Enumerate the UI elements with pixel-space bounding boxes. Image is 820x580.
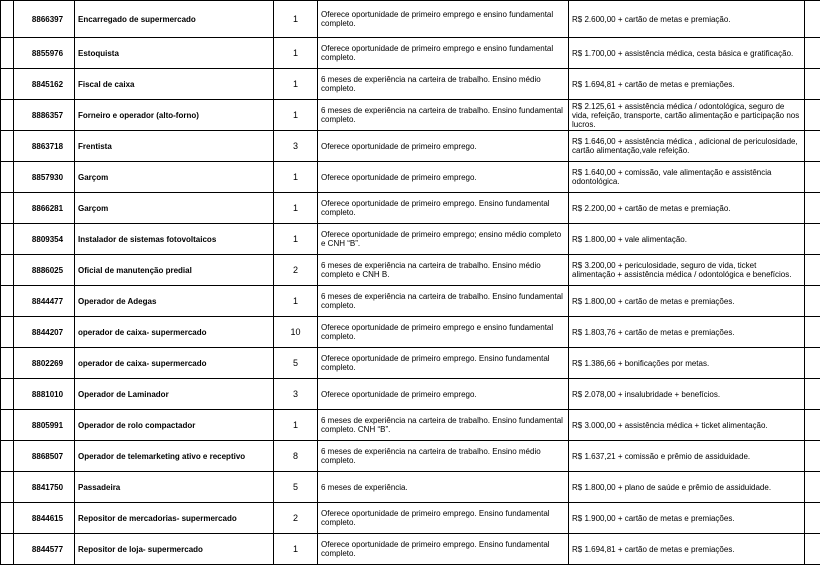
table-row [1,441,820,472]
job-title: Operador de Adegas [75,286,274,317]
row-margin-cell [1,534,14,565]
job-title: Estoquista [75,38,274,69]
job-title: Passadeira [75,472,274,503]
job-benefits: R$ 1.900,00 + cartão de metas e premiações. [569,503,805,534]
job-benefits: R$ 1.646,00 + assistência médica , adicional de periculosidade, cartão alimentação,vale refeição. [569,131,805,162]
row-margin-cell [1,286,14,317]
job-code: 8845162 [14,69,75,100]
table-row [1,379,820,410]
job-requirements: Oferece oportunidade de primeiro emprego. [318,162,569,193]
job-requirements: Oferece oportunidade de primeiro emprego. Ensino fundamental completo. [318,503,569,534]
job-openings: 1 [274,38,318,69]
table-body [1,1,820,565]
job-requirements: 6 meses de experiência na carteira de trabalho. Ensino médio completo. [318,69,569,100]
row-gutter-cell [805,38,820,69]
job-benefits: R$ 1.800,00 + vale alimentação. [569,224,805,255]
row-margin-cell [1,348,14,379]
row-gutter-cell [805,410,820,441]
row-gutter-cell [805,348,820,379]
job-code: 8844477 [14,286,75,317]
job-benefits: R$ 1.694,81 + cartão de metas e premiações. [569,534,805,565]
table-row [1,69,820,100]
row-margin-cell [1,162,14,193]
row-margin-cell [1,131,14,162]
job-openings: 5 [274,348,318,379]
job-benefits: R$ 1.803,76 + cartão de metas e premiações. [569,317,805,348]
job-code: 8863718 [14,131,75,162]
row-gutter-cell [805,1,820,38]
table-row [1,317,820,348]
job-code: 8866397 [14,1,75,38]
job-requirements: Oferece oportunidade de primeiro emprego. Ensino fundamental completo. [318,348,569,379]
row-margin-cell [1,379,14,410]
job-openings: 3 [274,379,318,410]
job-benefits: R$ 2.600,00 + cartão de metas e premiação. [569,1,805,38]
job-title: Garçom [75,193,274,224]
job-code: 8841750 [14,472,75,503]
job-openings: 1 [274,193,318,224]
table-row [1,534,820,565]
job-code: 8857930 [14,162,75,193]
row-margin-cell [1,38,14,69]
row-margin-cell [1,224,14,255]
job-requirements: 6 meses de experiência na carteira de trabalho. Ensino fundamental completo. CNH “B”. [318,410,569,441]
job-requirements: Oferece oportunidade de primeiro emprego. [318,379,569,410]
job-title: Oficial de manutenção predial [75,255,274,286]
job-code: 8868507 [14,441,75,472]
job-code: 8866281 [14,193,75,224]
table-row [1,224,820,255]
row-gutter-cell [805,193,820,224]
job-openings: 3 [274,131,318,162]
job-title: Fiscal de caixa [75,69,274,100]
job-openings: 1 [274,410,318,441]
job-title: Operador de Laminador [75,379,274,410]
job-openings: 1 [274,286,318,317]
job-requirements: Oferece oportunidade de primeiro emprego; ensino médio completo e CNH “B”. [318,224,569,255]
job-benefits: R$ 1.386,66 + bonificações por metas. [569,348,805,379]
job-code: 8844577 [14,534,75,565]
row-gutter-cell [805,224,820,255]
job-title: Repositor de mercadorias- supermercado [75,503,274,534]
job-openings: 2 [274,503,318,534]
row-gutter-cell [805,379,820,410]
job-title: Frentista [75,131,274,162]
row-margin-cell [1,503,14,534]
row-margin-cell [1,255,14,286]
row-margin-cell [1,69,14,100]
job-code: 8844615 [14,503,75,534]
job-requirements: Oferece oportunidade de primeiro emprego. Ensino fundamental completo. [318,193,569,224]
job-code: 8886025 [14,255,75,286]
job-benefits: R$ 1.637,21 + comissão e prêmio de assiduidade. [569,441,805,472]
row-gutter-cell [805,534,820,565]
job-openings: 5 [274,472,318,503]
table-row [1,38,820,69]
job-code: 8809354 [14,224,75,255]
job-requirements: Oferece oportunidade de primeiro emprego. Ensino fundamental completo. [318,534,569,565]
job-code: 8881010 [14,379,75,410]
job-title: Encarregado de supermercado [75,1,274,38]
table-row [1,472,820,503]
job-benefits: R$ 1.700,00 + assistência médica, cesta básica e gratificação. [569,38,805,69]
job-openings: 1 [274,534,318,565]
row-margin-cell [1,472,14,503]
job-benefits: R$ 1.694,81 + cartão de metas e premiações. [569,69,805,100]
row-gutter-cell [805,441,820,472]
job-title: operador de caixa- supermercado [75,317,274,348]
job-benefits: R$ 2.078,00 + insalubridade + benefícios. [569,379,805,410]
job-openings: 2 [274,255,318,286]
job-openings: 8 [274,441,318,472]
job-code: 8805991 [14,410,75,441]
job-code: 8855976 [14,38,75,69]
row-gutter-cell [805,100,820,131]
row-gutter-cell [805,503,820,534]
table-row [1,410,820,441]
row-margin-cell [1,441,14,472]
job-requirements: 6 meses de experiência na carteira de trabalho. Ensino fundamental completo. [318,100,569,131]
job-openings: 1 [274,69,318,100]
job-title: operador de caixa- supermercado [75,348,274,379]
table-row [1,255,820,286]
job-code: 8802269 [14,348,75,379]
table-row [1,1,820,38]
row-gutter-cell [805,286,820,317]
job-code: 8844207 [14,317,75,348]
table-row [1,162,820,193]
job-benefits: R$ 1.640,00 + comissão, vale alimentação e assistência odontológica. [569,162,805,193]
row-gutter-cell [805,69,820,100]
job-openings: 1 [274,224,318,255]
job-benefits: R$ 1.800,00 + cartão de metas e premiações. [569,286,805,317]
job-title: Repositor de loja- supermercado [75,534,274,565]
row-margin-cell [1,317,14,348]
job-openings: 1 [274,162,318,193]
row-margin-cell [1,100,14,131]
job-title: Operador de telemarketing ativo e receptivo [75,441,274,472]
job-requirements: Oferece oportunidade de primeiro emprego e ensino fundamental completo. [318,317,569,348]
job-benefits: R$ 2.125,61 + assistência médica / odontológica, seguro de vida, refeição, transporte, cartão alimentação e participação nos lucros. [569,100,805,131]
table-row [1,286,820,317]
job-benefits: R$ 2.200,00 + cartão de metas e premiação. [569,193,805,224]
row-gutter-cell [805,131,820,162]
table-row [1,131,820,162]
job-requirements: Oferece oportunidade de primeiro emprego. [318,131,569,162]
row-margin-cell [1,193,14,224]
job-requirements: Oferece oportunidade de primeiro emprego e ensino fundamental completo. [318,38,569,69]
job-requirements: 6 meses de experiência. [318,472,569,503]
row-margin-cell [1,410,14,441]
job-code: 8886357 [14,100,75,131]
row-gutter-cell [805,472,820,503]
table-row [1,503,820,534]
job-title: Operador de rolo compactador [75,410,274,441]
job-benefits: R$ 1.800,00 + plano de saúde e prêmio de assiduidade. [569,472,805,503]
row-gutter-cell [805,162,820,193]
job-requirements: Oferece oportunidade de primeiro emprego e ensino fundamental completo. [318,1,569,38]
job-title: Garçom [75,162,274,193]
row-gutter-cell [805,255,820,286]
row-gutter-cell [805,317,820,348]
job-title: Instalador de sistemas fotovoltaicos [75,224,274,255]
job-title: Forneiro e operador (alto-forno) [75,100,274,131]
job-benefits: R$ 3.200,00 + periculosidade, seguro de vida, ticket alimentação + assistência médica / odontológica e benefícios. [569,255,805,286]
table-row [1,100,820,131]
job-requirements: 6 meses de experiência na carteira de trabalho. Ensino médio completo e CNH B. [318,255,569,286]
row-margin-cell [1,1,14,38]
table-row [1,348,820,379]
job-benefits: R$ 3.000,00 + assistência médica + ticket alimentação. [569,410,805,441]
job-openings: 10 [274,317,318,348]
table-row [1,193,820,224]
job-requirements: 6 meses de experiência na carteira de trabalho. Ensino médio completo. [318,441,569,472]
job-openings: 1 [274,100,318,131]
job-openings: 1 [274,1,318,38]
job-requirements: 6 meses de experiência na carteira de trabalho. Ensino fundamental completo. [318,286,569,317]
